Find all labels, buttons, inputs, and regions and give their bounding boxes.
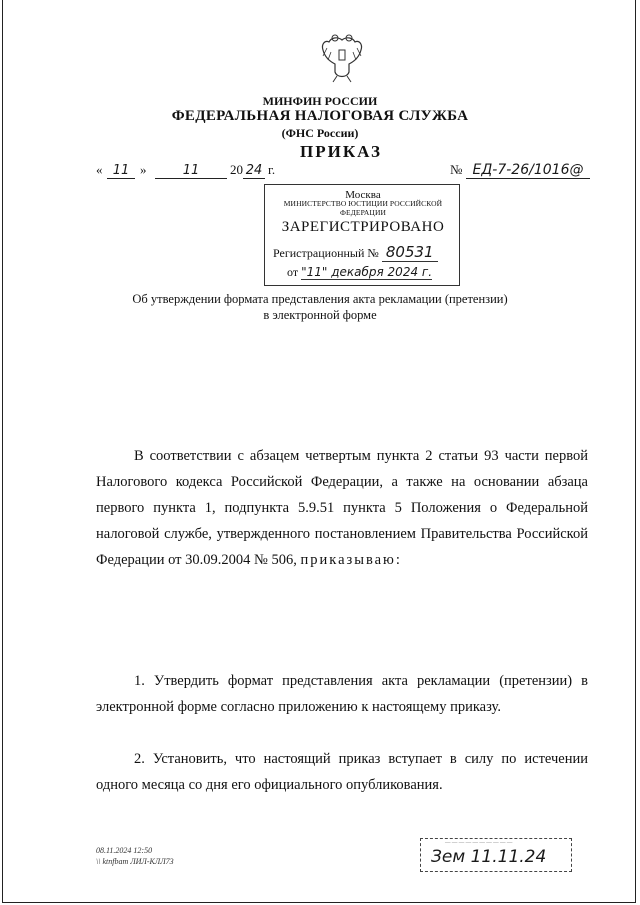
order-title: ПРИКАЗ xyxy=(300,142,382,161)
stamp-date-label: от xyxy=(287,265,299,279)
date-month: 11 xyxy=(155,163,227,179)
service-short-name: (ФНС России) xyxy=(281,126,359,140)
preamble-text: В соответствии с абзацем четвертым пункта 2 статьи 93 части первой Налогового кодекса Российской Федерации, а также на основании абзаца первого пункта 1, подпункта 5.9.51 пункта 5 Положения о Федеральной налоговой службе, утвержденного постановлением Правительства Российской Федерации от 30.09.2004 № 506, xyxy=(96,448,588,568)
footer-meta xyxy=(96,845,174,867)
coat-of-arms-emblem xyxy=(319,32,365,84)
order-number: ЕД-7-26/1016@ xyxy=(466,162,590,179)
order-item-2: 2. Установить, что настоящий приказ вступает в силу по истечении одного месяца со дня его официального опубликования. xyxy=(96,751,588,793)
stamp-date-value: "11" декабря 2024 г. xyxy=(301,265,433,279)
date-year-label: г. xyxy=(268,162,276,177)
date-year-prefix: 20 xyxy=(230,162,243,177)
stamp-reg-number: 80531 xyxy=(382,243,438,262)
footer-timestamp: 08.11.2024 12:50 xyxy=(96,846,153,855)
order-item-1: 1. Утвердить формат представления акта рекламации (претензии) в электронной форме согласно приложению к настоящему приказу. xyxy=(96,673,588,715)
date-year-field xyxy=(243,162,265,179)
signature-box xyxy=(420,838,572,872)
stamp-date-row xyxy=(287,265,432,280)
date-month-field xyxy=(155,162,227,179)
service-name: ФЕДЕРАЛЬНАЯ НАЛОГОВАЯ СЛУЖБА xyxy=(171,108,469,124)
stamp-city: Москва xyxy=(345,189,381,201)
subject-line-1: Об утверждении формата представления акта рекламации (претензии) xyxy=(132,292,508,306)
footer-file: \\ ktnfbam ЛИЛ-КЛЛ73 xyxy=(96,857,174,866)
preamble-paragraph xyxy=(96,443,588,573)
stamp-registered: ЗАРЕГИСТРИРОВАНО xyxy=(281,219,445,235)
stamp-ministry: МИНИСТЕРСТВО ЮСТИЦИИ РОССИЙСКОЙ ФЕДЕРАЦИИ xyxy=(283,199,443,217)
order-number-field xyxy=(466,162,590,179)
stamp-registration-row xyxy=(273,243,438,261)
stamp-reg-label: Регистрационный № xyxy=(273,246,379,260)
date-day: 11 xyxy=(107,163,135,179)
preamble-command: приказываю: xyxy=(300,552,402,568)
number-label: № xyxy=(450,162,463,177)
subject-line-2: в электронной форме xyxy=(263,308,377,322)
date-day-field xyxy=(107,162,135,179)
signature-handwriting: Зем 11.11.24 xyxy=(431,847,547,867)
ministry-name: МИНФИН РОССИИ xyxy=(262,94,378,108)
date-year-suffix: 24 xyxy=(243,163,265,179)
registration-stamp xyxy=(264,184,460,286)
signature-stamp-text: — — — — — — — — — — xyxy=(445,840,513,846)
date-quote-close: » xyxy=(140,162,147,177)
date-quote-open: « xyxy=(96,162,103,177)
